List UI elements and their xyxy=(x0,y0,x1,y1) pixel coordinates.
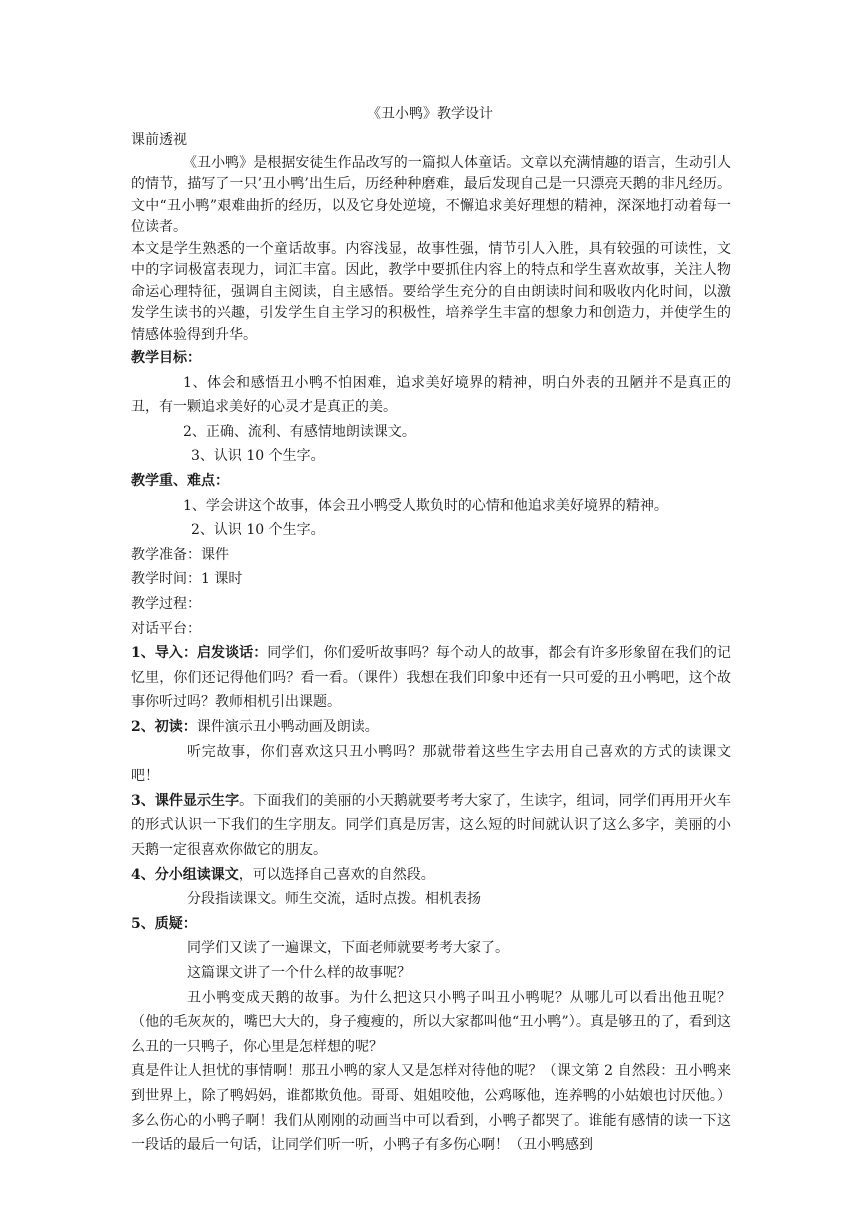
key-item-2: 2、认识 10 个生字。 xyxy=(191,522,325,539)
teaching-time: 教学时间：1 课时 xyxy=(131,571,243,588)
step-4-text: ，可以选择自己喜欢的自然段。 xyxy=(238,866,435,883)
step-1 xyxy=(131,641,731,715)
dialog-platform: 对话平台： xyxy=(131,620,201,637)
step-4 xyxy=(131,863,731,888)
step-5-line-b: 这篇课文讲了一个什么样的故事呢？ xyxy=(187,964,411,981)
document-body xyxy=(131,128,731,1158)
goal-item-2: 2、正确、流利、有感情地朗读课文。 xyxy=(183,423,416,440)
step-3-label: 3、课件显示生字 xyxy=(131,792,240,809)
intro-paragraph-2: 本文是学生熟悉的一个童话故事。内容浅显，故事性强，情节引人入胜，具有较强的可读性，文中的字词极富表现力，词汇丰富。因此，教学中要抓住内容上的特点和学生喜欢故事，关注人物命运心理特征，强调自主阅读，自主感悟。要给学生充分的自由朗读时间和吸收内化时间，以激发学生读书的兴趣，引发学生自主学习的积极性，培养学生丰富的想象力和创造力，并使学生的情感体验得到升华。 xyxy=(131,240,731,343)
intro-paragraph-1: 《丑小鸭》是根据安徒生作品改写的一篇拟人体童话。文章以充满情趣的语言，生动引人的情节，描写了一只’丑小鸭’出生后，历经种种磨难，最后发现自己是一只漂亮天鹅的非凡经历。文中“丑小鸭”艰难曲折的经历，以及它身处逆境，不懈追求美好理想的精神，深深地打动着每一位读者。 xyxy=(131,154,731,236)
teaching-preparation: 教学准备：课件 xyxy=(131,546,229,563)
teaching-process: 教学过程： xyxy=(131,596,201,613)
step-1-text: 同学们，你们爱听故事吗？每个动人的故事，都会有许多形象留在我们的记忆里，你们还记得他们吗？看一看。（课件）我想在我们印象中还有一只可爱的丑小鸭吧，这个故事你听过吗？教师相机引出课题。 xyxy=(131,645,731,711)
step-4-label: 4、分小组读课文 xyxy=(131,866,239,883)
step-1-label: 1、导入：启发谈话： xyxy=(131,645,268,662)
goal-item-1: 1、体会和感悟丑小鸭不怕困难，追求美好境界的精神，明白外表的丑陋并不是真正的丑，有一颗追求美好的心灵才是真正的美。 xyxy=(131,374,731,416)
section-heading-goals: 教学目标： xyxy=(131,350,201,367)
document-title: 《丑小鸭》教学设计 xyxy=(367,106,493,122)
step-5-line-d: 真是件让人担忧的事情啊！那丑小鸭的家人又是怎样对待他的呢？（课文第 2 自然段：丑小鸭来到世界上，除了鸭妈妈，谁都欺负他。哥哥、姐姐咬他，公鸡啄他，连养鸭的小姑娘也讨厌他。）多么伤心的小鸭子啊！我们从刚刚的动画当中可以看到，小鸭子都哭了。谁能有感情的读一下这一段话的最后一句话，让同学们听一听，小鸭子有多伤心啊！（丑小鸭感到 xyxy=(131,1063,731,1154)
step-5-label: 5、质疑： xyxy=(131,915,197,932)
step-3-text: 。下面我们的美丽的小天鹅就要考考大家了，生读字，组词，同学们再用开火车的形式认识一下我们的生字朋友。同学们真是厉害，这么短的时间就认识了这么多字，美丽的小天鹅一定很喜欢你做它的朋友。 xyxy=(131,792,731,858)
key-item-1: 1、学会讲这个故事，体会丑小鸭受人欺负时的心情和他追求美好境界的精神。 xyxy=(183,497,668,514)
step-5-line-c: 丑小鸭变成天鹅的故事。为什么把这只小鸭子叫丑小鸭呢？从哪儿可以看出他丑呢？（他的毛灰灰的，嘴巴大大的，身子瘦瘦的，所以大家都叫他“丑小鸭”）。真是够丑的了，看到这么丑的一只鸭子，你心里是怎样想的呢？ xyxy=(131,989,731,1055)
step-5-line-a: 同学们又读了一遍课文，下面老师就要考考大家了。 xyxy=(187,940,509,957)
step-2-label: 2、初读： xyxy=(131,719,197,735)
section-heading-preview: 课前透视 xyxy=(131,132,187,148)
step-2 xyxy=(131,715,731,740)
step-2-detail: 听完故事，你们喜欢这只丑小鸭吗？那就带着这些生字去用自己喜欢的方式的读课文吧！ xyxy=(131,743,731,785)
step-2-text: 课件演示丑小鸭动画及朗读。 xyxy=(196,719,379,735)
step-3 xyxy=(131,789,731,863)
section-heading-key-points: 教学重、难点： xyxy=(131,473,229,490)
step-4-detail: 分段指读课文。师生交流，适时点拨。相机表扬 xyxy=(187,891,481,908)
goal-item-3: 3、认识 10 个生字。 xyxy=(191,448,325,465)
